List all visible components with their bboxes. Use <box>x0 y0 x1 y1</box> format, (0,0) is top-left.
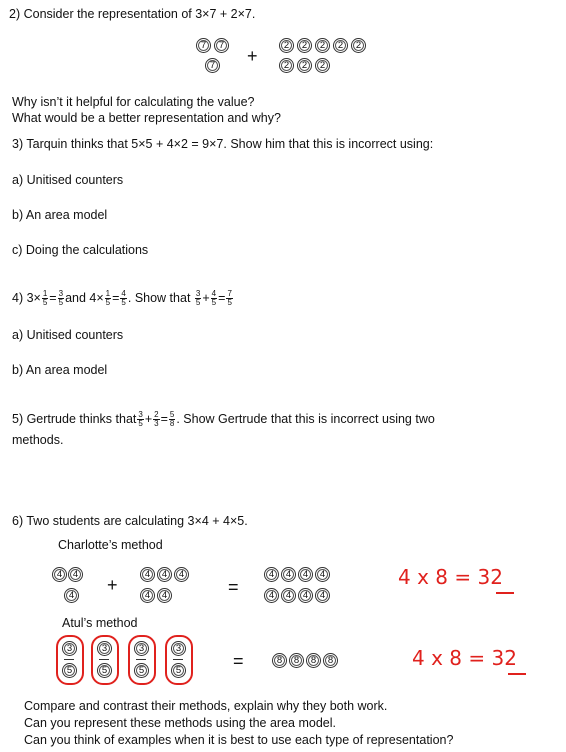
counter: 3 <box>97 641 112 656</box>
q5-statement-cont: methods. <box>12 433 64 447</box>
counter: 4 <box>264 588 279 603</box>
counter: 8 <box>306 653 321 668</box>
counter: 2 <box>351 38 366 53</box>
counter: 4 <box>68 567 83 582</box>
counter: 4 <box>298 588 313 603</box>
counter: 2 <box>315 38 330 53</box>
counter: 3 <box>171 641 186 656</box>
q4-option-a: a) Unitised counters <box>12 328 124 342</box>
q6-title: 6) Two students are calculating 3×4 + 4×5. <box>12 514 248 528</box>
handwritten-underline <box>508 673 526 675</box>
counter: 4 <box>157 567 172 582</box>
counter: 4 <box>64 588 79 603</box>
q3-title: 3) Tarquin thinks that 5×5 + 4×2 = 9×7. Show him that this is incorrect using: <box>12 137 434 151</box>
plus-sign: + <box>247 46 258 66</box>
q6-line2: Can you represent these methods using the area model. <box>24 716 336 730</box>
counter: 7 <box>196 38 211 53</box>
q2-line2: What would be a better representation and why? <box>12 111 281 125</box>
counter: 8 <box>289 653 304 668</box>
counter: 2 <box>297 58 312 73</box>
counter: 4 <box>174 567 189 582</box>
counter: 7 <box>205 58 220 73</box>
counter: 5 <box>97 663 112 678</box>
atul-label: Atul’s method <box>62 616 138 630</box>
counter: 4 <box>264 567 279 582</box>
counter: 7 <box>214 38 229 53</box>
q4-option-b: b) An area model <box>12 363 108 377</box>
counter: 2 <box>279 58 294 73</box>
counter: 4 <box>315 588 330 603</box>
counter: 2 <box>297 38 312 53</box>
counter: 2 <box>279 38 294 53</box>
counter: 4 <box>157 588 172 603</box>
q3-option-a: a) Unitised counters <box>12 173 124 187</box>
counter: 4 <box>315 567 330 582</box>
counter: 5 <box>62 663 77 678</box>
counter: 4 <box>281 567 296 582</box>
equals-sign: = <box>233 651 244 671</box>
q2-line1: Why isn’t it helpful for calculating the value? <box>12 95 255 109</box>
counter: 8 <box>272 653 287 668</box>
q3-option-c: c) Doing the calculations <box>12 243 149 257</box>
fraction-bar <box>99 659 109 660</box>
equals-sign: = <box>228 577 239 597</box>
fraction-bar <box>173 659 183 660</box>
fraction-bar <box>64 659 74 660</box>
counter: 4 <box>140 588 155 603</box>
counter: 4 <box>140 567 155 582</box>
plus-sign: + <box>107 575 118 595</box>
q2-title: 2) Consider the representation of 3×7 + 2×7. <box>9 7 256 21</box>
q3-option-b: b) An area model <box>12 208 108 222</box>
q6-line1: Compare and contrast their methods, explain why they both work. <box>24 699 388 713</box>
q4-statement: 4) 3× $\frac{1}{5}$ = $\frac{3}{5}$ and 4× $\frac{1}{5}$ = $\frac{4}{5}$ . Show that $\frac{3}{5}$ + $\frac{4}{5}$ = $\frac{7}{5}$ <box>12 289 232 308</box>
counter: 3 <box>62 641 77 656</box>
counter: 5 <box>171 663 186 678</box>
q6-line3: Can you think of examples when it is best to use each type of representation? <box>24 733 454 747</box>
handwritten-underline <box>496 592 514 594</box>
counter: 3 <box>134 641 149 656</box>
counter: 8 <box>323 653 338 668</box>
charlotte-label: Charlotte’s method <box>58 538 163 552</box>
handwritten-answer-2: 4 x 8 = 32 <box>412 646 517 670</box>
fraction-bar <box>136 659 146 660</box>
handwritten-answer-1: 4 x 8 = 32 <box>398 565 503 589</box>
counter: 2 <box>333 38 348 53</box>
counter: 5 <box>134 663 149 678</box>
counter: 4 <box>281 588 296 603</box>
counter: 4 <box>52 567 67 582</box>
q5-statement: 5) Gertrude thinks that $\frac{3}{5}$ + $\frac{2}{3}$ = $\frac{5}{8}$ . Show Gertrude that this is incorrect using two <box>12 410 435 429</box>
counter: 2 <box>315 58 330 73</box>
counter: 4 <box>298 567 313 582</box>
